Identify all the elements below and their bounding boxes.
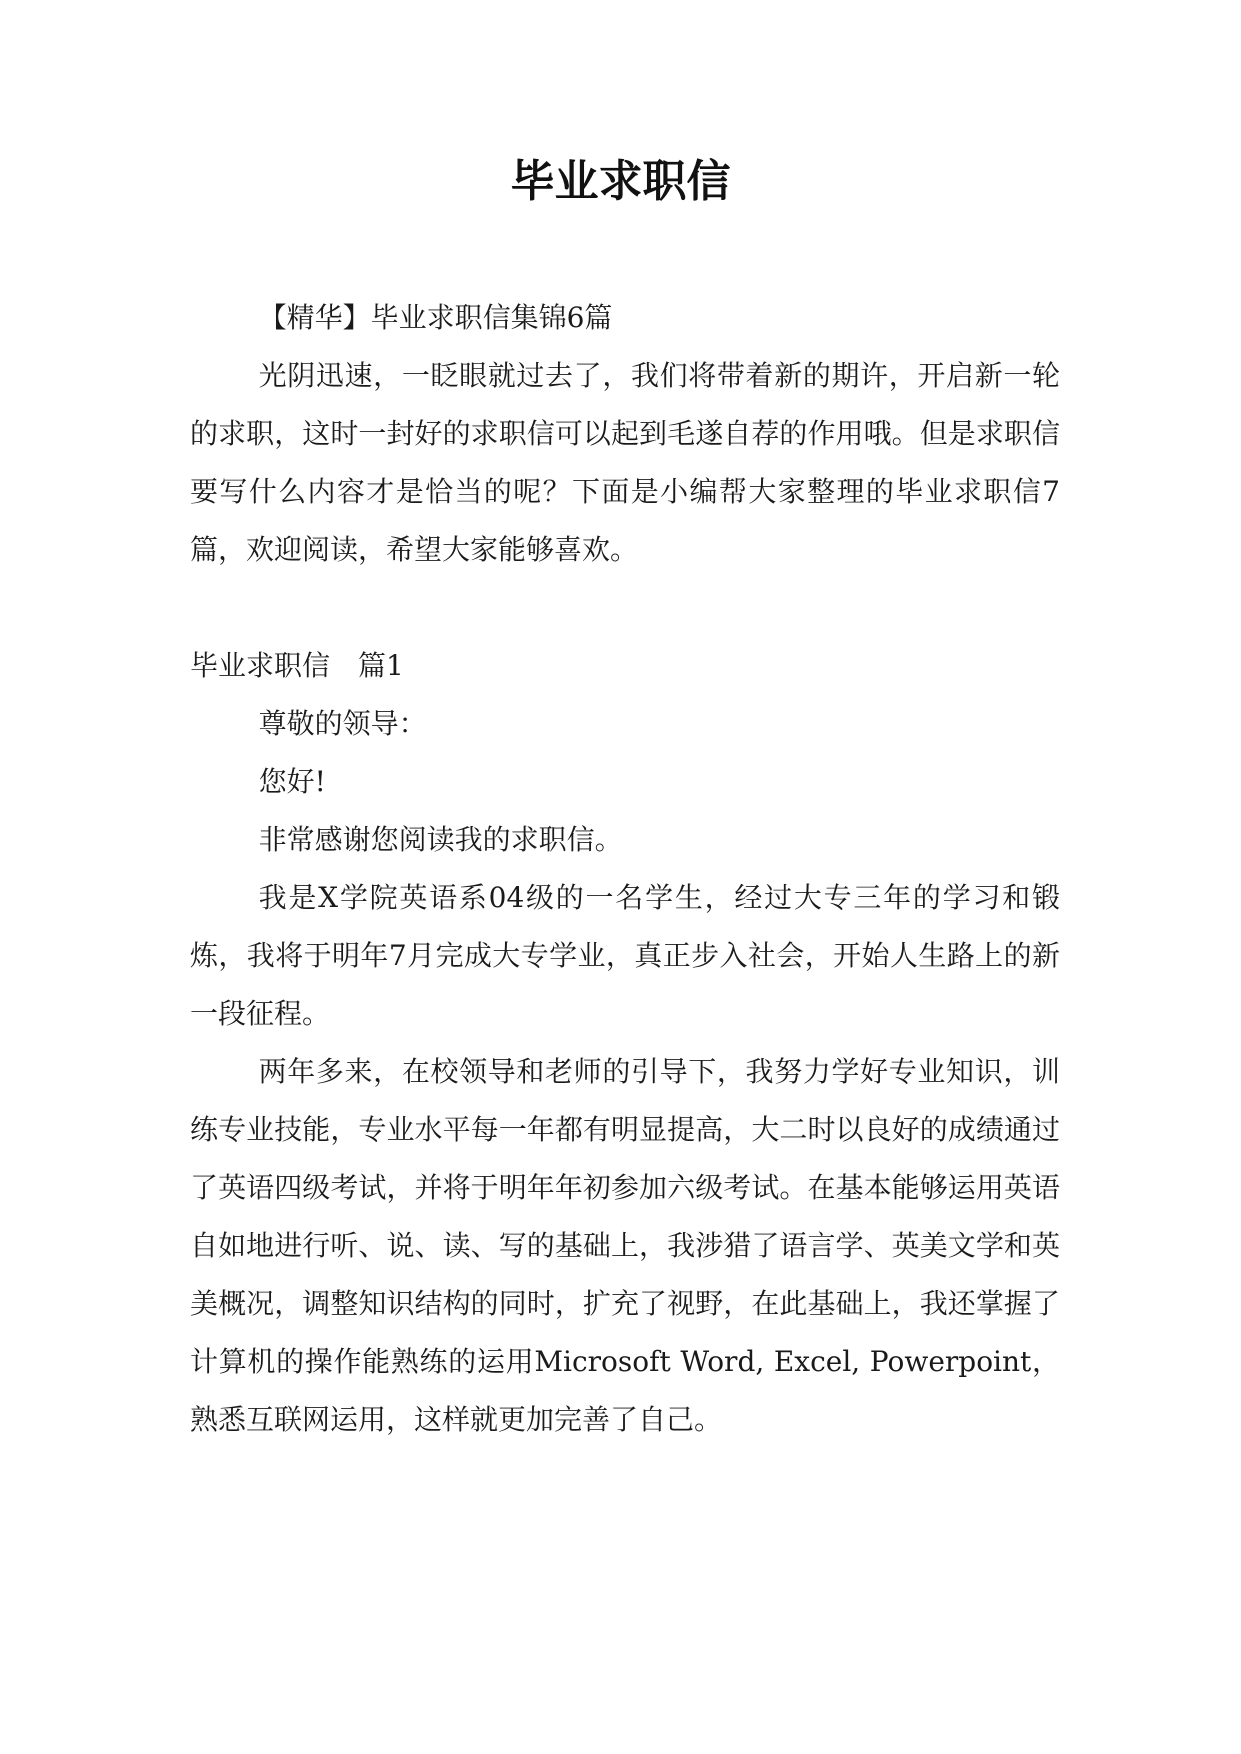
letter-salutation: 尊敬的领导： — [258, 707, 427, 740]
letter-paragraph-intro: 我是X学院英语系04级的一名学生，经过大专三年的学习和锻炼，我将于明年7月完成大专学业，真正步入社会，开始人生路上的新一段征程。 — [190, 881, 1060, 1030]
letter-thanks: 非常感谢您阅读我的求职信。 — [258, 823, 623, 856]
letter-paragraph-study: 两年多来，在校领导和老师的引导下，我努力学好专业知识，训练专业技能，专业水平每一年都有明显提高，大二时以良好的成绩通过了英语四级考试，并将于明年年初参加六级考试。在基本能够运用英语自如地进行听、说、读、写的基础上，我涉猎了语言学、英美文学和英美概况，调整知识结构的同时，扩充了视野，在此基础上，我还掌握了计算机的操作能熟练的运用Microsoft Word, Excel, Powerpoint，熟悉互联网运用，这样就更加完善了自己。 — [190, 1055, 1060, 1436]
intro-subtitle: 【精华】毕业求职信集锦6篇 — [258, 301, 613, 334]
document-title: 毕业求职信 — [510, 156, 731, 207]
document-body — [190, 289, 1060, 1449]
intro-paragraph: 光阴迅速，一眨眼就过去了，我们将带着新的期许，开启新一轮的求职，这时一封好的求职信可以起到毛遂自荐的作用哦。但是求职信要写什么内容才是恰当的呢？下面是小编帮大家整理的毕业求职信7篇，欢迎阅读，希望大家能够喜欢。 — [190, 359, 1060, 566]
section-heading: 毕业求职信 篇1 — [190, 649, 404, 682]
letter-greeting: 您好! — [258, 765, 326, 798]
